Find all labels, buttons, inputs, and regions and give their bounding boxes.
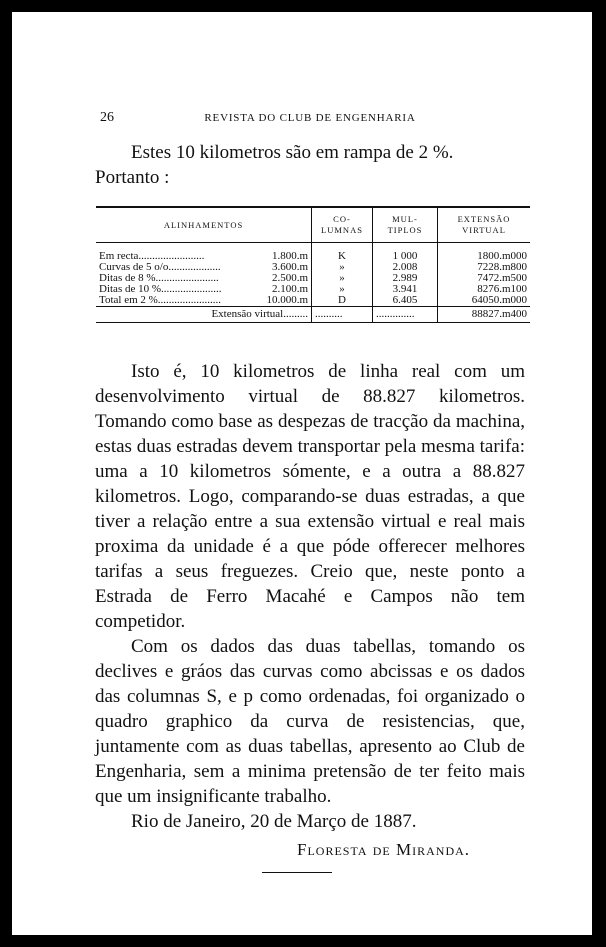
row-virtual: 7228.m800 bbox=[477, 261, 527, 273]
extensao-dots-2: .............. bbox=[373, 307, 438, 323]
row-multiple: 3.941 bbox=[373, 284, 438, 295]
intro-line-1: Estes 10 kilometros são em rampa de 2 %. bbox=[131, 142, 454, 163]
row-virtual: 64050.m000 bbox=[438, 295, 531, 307]
body-text bbox=[95, 359, 525, 834]
table-row-extensao bbox=[96, 307, 530, 323]
running-title: REVISTA DO CLUB DE ENGENHARIA bbox=[204, 112, 416, 124]
row-column: » bbox=[312, 273, 373, 284]
row-label: Em recta........................ bbox=[99, 250, 205, 262]
document-page bbox=[12, 12, 592, 935]
row-column: » bbox=[312, 284, 373, 295]
row-multiple: 2.989 bbox=[373, 273, 438, 284]
virtual-extension-table bbox=[96, 206, 530, 323]
signature: Floresta de Miranda. bbox=[297, 840, 471, 859]
row-multiple: 6.405 bbox=[373, 295, 438, 307]
table-row bbox=[96, 243, 530, 263]
col-header-extensao: EXTENSÃO VIRTUAL bbox=[438, 207, 531, 243]
col-header-columnas: CO- LUMNAS bbox=[312, 207, 373, 243]
closing-rule bbox=[262, 872, 332, 873]
row-label: Total em 2 %....................... bbox=[96, 295, 253, 307]
row-length: 10.000.m bbox=[253, 295, 312, 307]
row-length: 2.100.m bbox=[253, 284, 312, 295]
extensao-label: Extensão virtual......... bbox=[96, 307, 312, 323]
row-multiple: 1 000 bbox=[373, 243, 438, 263]
row-label: Curvas de 5 o/o................... bbox=[99, 261, 221, 273]
col-header-alinhamentos: ALINHAMENTOS bbox=[96, 207, 312, 243]
page-number: 26 bbox=[100, 110, 114, 125]
table-row-total bbox=[96, 295, 530, 307]
extensao-dots-1: .......... bbox=[312, 307, 373, 323]
paragraph: Isto é, 10 kilometros de linha real com um desenvolvimento virtual de 88.827 kilometros. Tomando como base as despezas de tracção da machina, estas duas estradas devem transportar pela mesma tarifa: uma a 10 kilometros sómente, e a outra a 88.827 kilometros. Logo, comparando-se duas estradas, a que tiver a relação entre a sua extensão virtual e real mais proxima da unidade é a que póde offerecer melhores tarifas a seus freguezes. Creio que, neste ponto a Estrada de Ferro Macahé e Campos não tem competidor. bbox=[95, 361, 525, 632]
row-column: D bbox=[312, 295, 373, 307]
row-length: 1.800.m bbox=[253, 243, 312, 263]
row-column: K bbox=[312, 243, 373, 263]
table-header-row bbox=[96, 207, 530, 243]
row-label: Ditas de 8 %....................... bbox=[99, 272, 219, 284]
row-virtual: 7472.m500 bbox=[477, 272, 527, 284]
page-header bbox=[100, 110, 520, 130]
row-column: » bbox=[312, 262, 373, 273]
row-virtual: 1800.m000 bbox=[477, 250, 527, 262]
row-length: 3.600.m bbox=[253, 262, 312, 273]
intro-text bbox=[95, 140, 525, 190]
extensao-value: 88827.m400 bbox=[438, 307, 531, 323]
paragraph: Com os dados das duas tabellas, tomando os declives e gráos das curvas como abcissas e os dados das columnas S, e p como ordenadas, foi organizado o quadro graphico da curva de resistencias, que, juntamente com as duas tabellas, apresento ao Club de Engenharia, sem a minima pretensão de ter feito mais que um insignificante trabalho. bbox=[95, 636, 525, 807]
intro-line-2: Portanto : bbox=[95, 167, 170, 188]
row-length: 2.500.m bbox=[253, 273, 312, 284]
row-label: Ditas de 10 %...................... bbox=[99, 283, 222, 295]
row-multiple: 2.008 bbox=[373, 262, 438, 273]
col-header-multiplos: MUL- TIPLOS bbox=[373, 207, 438, 243]
date-line: Rio de Janeiro, 20 de Março de 1887. bbox=[131, 811, 417, 832]
row-virtual: 8276.m100 bbox=[477, 283, 527, 295]
